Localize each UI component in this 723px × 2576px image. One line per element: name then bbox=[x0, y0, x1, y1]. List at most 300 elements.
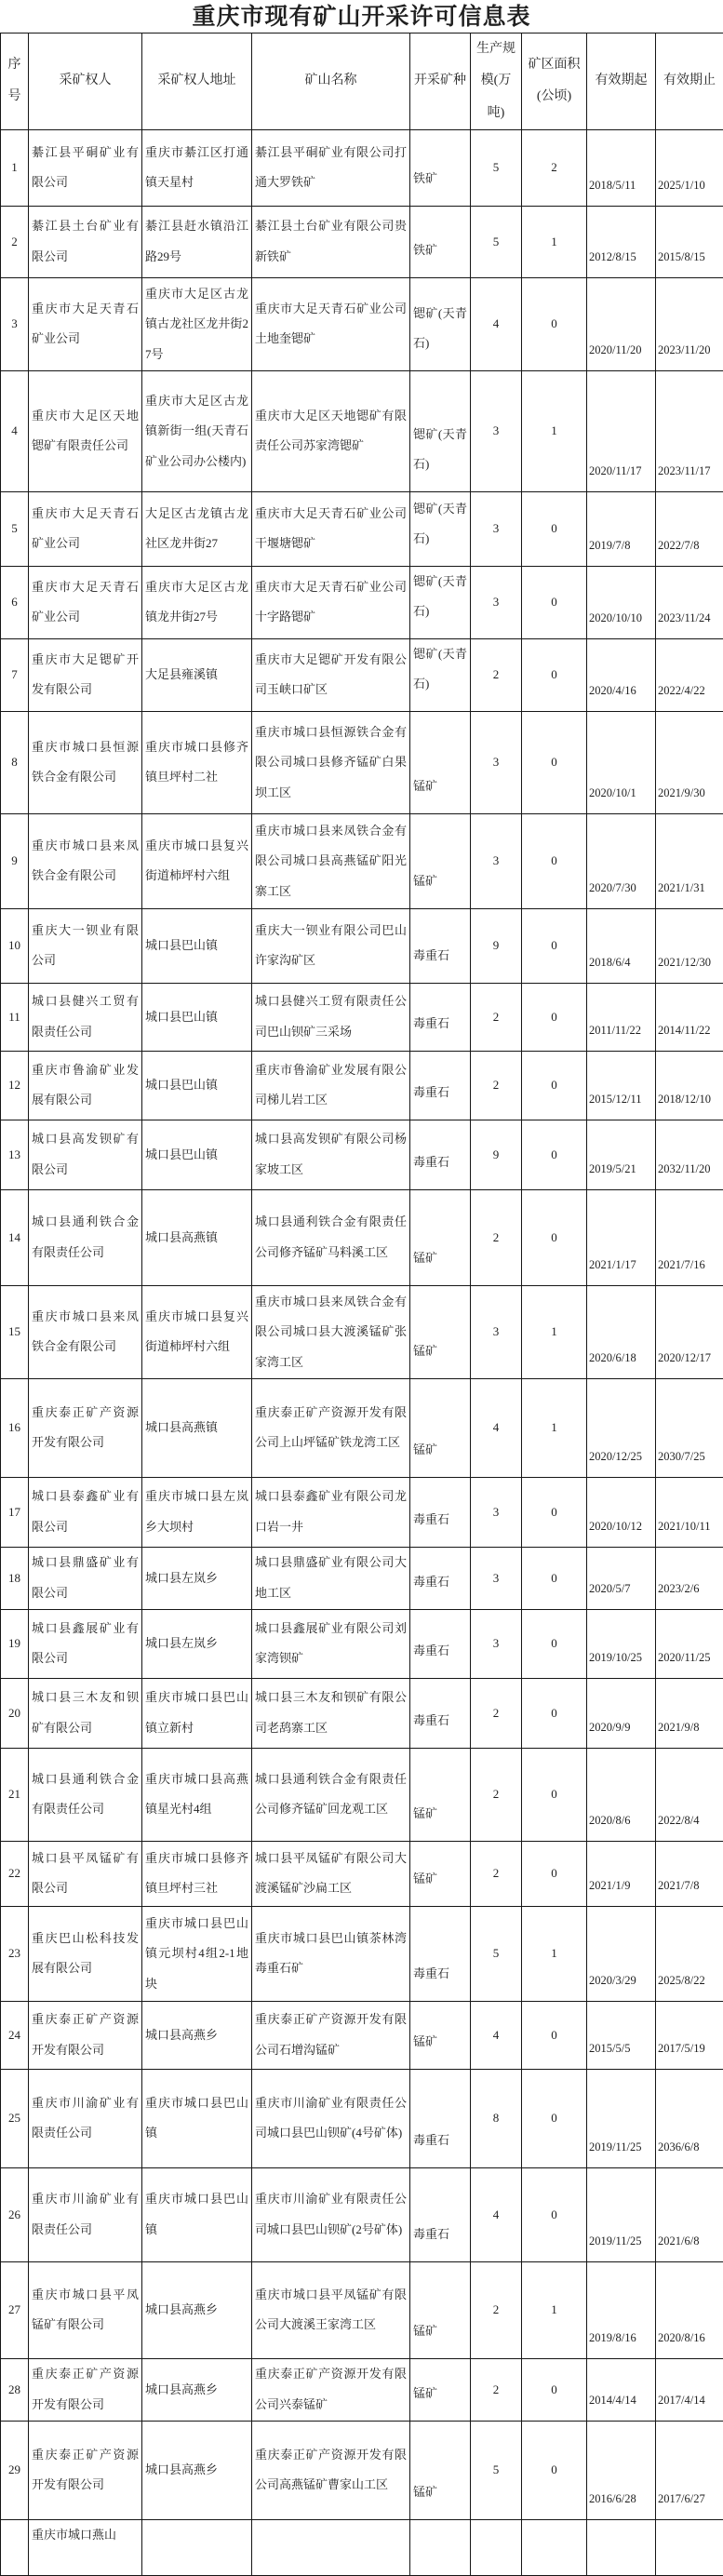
cell-valid-from: 2020/10/12 bbox=[587, 1477, 656, 1547]
cell-scale: 3 bbox=[471, 1285, 522, 1378]
cell-valid-from: 2020/3/29 bbox=[587, 1906, 656, 2001]
cell-seq: 18 bbox=[1, 1547, 29, 1609]
cell-mineral: 锰矿 bbox=[410, 813, 471, 908]
cell-area: 0 bbox=[522, 2421, 587, 2519]
table-row bbox=[1, 1189, 723, 1285]
cell-address: 重庆市城口县复兴街道柿坪村六组 bbox=[142, 813, 252, 908]
cell-address: 重庆市大足区古龙镇龙井街27号 bbox=[142, 566, 252, 638]
table-row bbox=[1, 206, 723, 277]
cell-address: 重庆市大足区古龙镇新街一组(天青石矿业公司办公楼内) bbox=[142, 370, 252, 491]
cell-valid-from: 2012/8/15 bbox=[587, 206, 656, 277]
cell-valid-to: 2017/4/14 bbox=[656, 2358, 723, 2421]
cell-scale: 2 bbox=[471, 638, 522, 711]
cell-owner: 重庆泰正矿产资源开发有限公司 bbox=[29, 2358, 142, 2421]
cell-seq: 28 bbox=[1, 2358, 29, 2421]
cell-valid-to: 2017/6/27 bbox=[656, 2421, 723, 2519]
cell-address: 城口县高燕镇 bbox=[142, 1378, 252, 1477]
cell-owner: 重庆市川渝矿业有限责任公司 bbox=[29, 2069, 142, 2167]
cell-seq: 8 bbox=[1, 711, 29, 813]
cell-mineral: 锰矿 bbox=[410, 1841, 471, 1906]
cell-valid-from: 2015/5/5 bbox=[587, 2001, 656, 2069]
cell-mine-name: 城口县高发钡矿有限公司杨家坡工区 bbox=[252, 1120, 410, 1189]
cell-valid-from: 2015/12/11 bbox=[587, 1051, 656, 1120]
cell-address: 重庆市城口县左岚乡大坝村 bbox=[142, 1477, 252, 1547]
cell-scale: 2 bbox=[471, 1748, 522, 1841]
cell-valid-from: 2021/1/17 bbox=[587, 1189, 656, 1285]
cell-seq: 6 bbox=[1, 566, 29, 638]
table-row bbox=[1, 566, 723, 638]
cell-mineral: 锶矿(天青石) bbox=[410, 370, 471, 491]
cell-address: 城口县左岚乡 bbox=[142, 1609, 252, 1678]
cell-owner: 重庆市大足锶矿开发有限公司 bbox=[29, 638, 142, 711]
cell-seq: 27 bbox=[1, 2261, 29, 2358]
cell-area: 0 bbox=[522, 566, 587, 638]
cell-mine-name bbox=[252, 2519, 410, 2575]
cell-valid-to: 2020/11/25 bbox=[656, 1609, 723, 1678]
cell-valid-from bbox=[587, 2519, 656, 2575]
cell-owner: 城口县通利铁合金有限责任公司 bbox=[29, 1189, 142, 1285]
cell-valid-to: 2017/5/19 bbox=[656, 2001, 723, 2069]
cell-seq: 23 bbox=[1, 1906, 29, 2001]
col-header-address: 采矿权人地址 bbox=[142, 34, 252, 130]
cell-scale: 4 bbox=[471, 2167, 522, 2261]
cell-mine-name: 重庆市大足天青石矿业公司十字路锶矿 bbox=[252, 566, 410, 638]
cell-area: 1 bbox=[522, 2261, 587, 2358]
cell-valid-to: 2021/7/16 bbox=[656, 1189, 723, 1285]
cell-owner: 重庆市城口燕山 bbox=[29, 2519, 142, 2575]
cell-scale: 5 bbox=[471, 1906, 522, 2001]
cell-valid-from: 2021/1/9 bbox=[587, 1841, 656, 1906]
cell-owner: 重庆泰正矿产资源开发有限公司 bbox=[29, 1378, 142, 1477]
table-row bbox=[1, 1285, 723, 1378]
cell-address: 城口县高燕乡 bbox=[142, 2001, 252, 2069]
cell-mine-name: 重庆泰正矿产资源开发有限公司上山坪锰矿铁龙湾工区 bbox=[252, 1378, 410, 1477]
cell-mine-name: 重庆泰正矿产资源开发有限公司高燕锰矿曹家山工区 bbox=[252, 2421, 410, 2519]
table-row bbox=[1, 2358, 723, 2421]
cell-area: 0 bbox=[522, 277, 587, 370]
cell-mine-name: 重庆大一钡业有限公司巴山许家沟矿区 bbox=[252, 908, 410, 983]
cell-valid-to: 2023/11/20 bbox=[656, 277, 723, 370]
cell-scale: 2 bbox=[471, 1841, 522, 1906]
cell-seq: 5 bbox=[1, 491, 29, 566]
cell-address: 重庆市城口县巴山镇 bbox=[142, 2069, 252, 2167]
cell-mineral bbox=[410, 2519, 471, 2575]
cell-owner: 重庆泰正矿产资源开发有限公司 bbox=[29, 2421, 142, 2519]
cell-area: 0 bbox=[522, 1051, 587, 1120]
cell-mine-name: 重庆市川渝矿业有限责任公司城口县巴山钡矿(4号矿体) bbox=[252, 2069, 410, 2167]
cell-mineral: 锰矿 bbox=[410, 1748, 471, 1841]
table-row bbox=[1, 370, 723, 491]
cell-mine-name: 重庆市大足天青石矿业公司土地奎锶矿 bbox=[252, 277, 410, 370]
cell-valid-from: 2014/4/14 bbox=[587, 2358, 656, 2421]
cell-address: 重庆市綦江区打通镇天星村 bbox=[142, 129, 252, 206]
cell-mineral: 锰矿 bbox=[410, 1378, 471, 1477]
cell-mine-name: 城口县平凤锰矿有限公司大渡溪锰矿沙扁工区 bbox=[252, 1841, 410, 1906]
cell-valid-from: 2019/10/25 bbox=[587, 1609, 656, 1678]
cell-owner: 重庆市城口县来凤铁合金有限公司 bbox=[29, 1285, 142, 1378]
cell-mine-name: 重庆泰正矿产资源开发有限公司兴泰锰矿 bbox=[252, 2358, 410, 2421]
table-row bbox=[1, 711, 723, 813]
cell-owner: 重庆市大足区天地锶矿有限责任公司 bbox=[29, 370, 142, 491]
cell-scale: 3 bbox=[471, 566, 522, 638]
cell-scale: 5 bbox=[471, 206, 522, 277]
cell-valid-from: 2016/6/28 bbox=[587, 2421, 656, 2519]
cell-valid-to: 2032/11/20 bbox=[656, 1120, 723, 1189]
cell-scale: 2 bbox=[471, 1051, 522, 1120]
cell-address: 城口县巴山镇 bbox=[142, 1120, 252, 1189]
cell-seq: 29 bbox=[1, 2421, 29, 2519]
cell-seq: 13 bbox=[1, 1120, 29, 1189]
cell-area: 0 bbox=[522, 908, 587, 983]
cell-area: 0 bbox=[522, 491, 587, 566]
cell-seq: 21 bbox=[1, 1748, 29, 1841]
cell-valid-to: 2023/11/24 bbox=[656, 566, 723, 638]
cell-mineral: 锶矿(天青石) bbox=[410, 566, 471, 638]
cell-owner: 城口县鑫展矿业有限公司 bbox=[29, 1609, 142, 1678]
table-row bbox=[1, 2167, 723, 2261]
cell-address: 城口县左岚乡 bbox=[142, 1547, 252, 1609]
cell-mine-name: 城口县鼎盛矿业有限公司大地工区 bbox=[252, 1547, 410, 1609]
cell-area: 0 bbox=[522, 813, 587, 908]
col-header-scale: 生产规模(万吨) bbox=[471, 34, 522, 130]
col-header-mineral: 开采矿种 bbox=[410, 34, 471, 130]
cell-address: 重庆市城口县复兴街道柿坪村六组 bbox=[142, 1285, 252, 1378]
table-row bbox=[1, 1477, 723, 1547]
col-header-seq: 序号 bbox=[1, 34, 29, 130]
cell-owner: 重庆大一钡业有限公司 bbox=[29, 908, 142, 983]
cell-address: 綦江县赶水镇沿江路29号 bbox=[142, 206, 252, 277]
table-row bbox=[1, 2001, 723, 2069]
table-row bbox=[1, 1841, 723, 1906]
cell-area: 0 bbox=[522, 1748, 587, 1841]
cell-address bbox=[142, 2519, 252, 2575]
cell-area: 1 bbox=[522, 1378, 587, 1477]
cell-mine-name: 重庆泰正矿产资源开发有限公司石增沟锰矿 bbox=[252, 2001, 410, 2069]
cell-valid-from: 2020/11/20 bbox=[587, 277, 656, 370]
document-page bbox=[0, 3, 723, 2576]
cell-mineral: 锰矿 bbox=[410, 711, 471, 813]
cell-seq: 9 bbox=[1, 813, 29, 908]
cell-area: 0 bbox=[522, 983, 587, 1051]
cell-address: 城口县高燕镇 bbox=[142, 1189, 252, 1285]
cell-valid-from: 2019/5/21 bbox=[587, 1120, 656, 1189]
cell-seq: 11 bbox=[1, 983, 29, 1051]
cell-valid-to: 2023/11/17 bbox=[656, 370, 723, 491]
cell-seq: 19 bbox=[1, 1609, 29, 1678]
cell-address: 重庆市城口县巴山镇 bbox=[142, 2167, 252, 2261]
cell-mine-name: 重庆市城口县平凤锰矿有限公司大渡溪王家湾工区 bbox=[252, 2261, 410, 2358]
cell-valid-to: 2021/10/11 bbox=[656, 1477, 723, 1547]
cell-valid-from: 2020/12/25 bbox=[587, 1378, 656, 1477]
cell-seq: 16 bbox=[1, 1378, 29, 1477]
cell-seq: 12 bbox=[1, 1051, 29, 1120]
cell-mine-name: 城口县通利铁合金有限责任公司修齐锰矿回龙观工区 bbox=[252, 1748, 410, 1841]
cell-owner: 綦江县土台矿业有限公司 bbox=[29, 206, 142, 277]
col-header-mine-name: 矿山名称 bbox=[252, 34, 410, 130]
cell-mineral: 毒重石 bbox=[410, 1547, 471, 1609]
cell-area: 1 bbox=[522, 1285, 587, 1378]
col-header-valid-from: 有效期起 bbox=[587, 34, 656, 130]
cell-mineral: 毒重石 bbox=[410, 1906, 471, 2001]
cell-valid-to: 2018/12/10 bbox=[656, 1051, 723, 1120]
cell-valid-from: 2020/11/17 bbox=[587, 370, 656, 491]
cell-area: 1 bbox=[522, 1906, 587, 2001]
cell-mineral: 毒重石 bbox=[410, 1477, 471, 1547]
cell-seq: 10 bbox=[1, 908, 29, 983]
cell-mineral: 毒重石 bbox=[410, 1678, 471, 1748]
cell-mine-name: 重庆市城口县恒源铁合金有限公司城口县修齐锰矿白果坝工区 bbox=[252, 711, 410, 813]
cell-owner: 重庆市大足天青石矿业公司 bbox=[29, 277, 142, 370]
cell-mine-name: 重庆市鲁渝矿业发展有限公司梯儿岩工区 bbox=[252, 1051, 410, 1120]
cell-scale: 8 bbox=[471, 2069, 522, 2167]
cell-owner: 重庆市城口县恒源铁合金有限公司 bbox=[29, 711, 142, 813]
cell-area: 1 bbox=[522, 206, 587, 277]
table-row bbox=[1, 1378, 723, 1477]
cell-mineral: 铁矿 bbox=[410, 206, 471, 277]
cell-valid-to: 2036/6/8 bbox=[656, 2069, 723, 2167]
cell-mineral: 毒重石 bbox=[410, 1120, 471, 1189]
cell-valid-to: 2021/6/8 bbox=[656, 2167, 723, 2261]
cell-address: 重庆市城口县修齐镇旦坪村二社 bbox=[142, 711, 252, 813]
table-row bbox=[1, 1120, 723, 1189]
cell-scale: 3 bbox=[471, 813, 522, 908]
cell-scale: 2 bbox=[471, 1678, 522, 1748]
cell-area: 0 bbox=[522, 1477, 587, 1547]
cell-valid-from: 2018/5/11 bbox=[587, 129, 656, 206]
cell-valid-to: 2022/8/4 bbox=[656, 1748, 723, 1841]
cell-mine-name: 城口县三木友和钡矿有限公司老鸹寨工区 bbox=[252, 1678, 410, 1748]
cell-valid-from: 2018/6/4 bbox=[587, 908, 656, 983]
cell-mineral: 锰矿 bbox=[410, 2358, 471, 2421]
cell-scale: 3 bbox=[471, 1609, 522, 1678]
cell-area: 0 bbox=[522, 1609, 587, 1678]
table-row-partial bbox=[1, 2519, 723, 2575]
cell-mineral: 毒重石 bbox=[410, 2167, 471, 2261]
cell-address: 重庆市大足区古龙镇古龙社区龙井街27号 bbox=[142, 277, 252, 370]
cell-mineral: 锰矿 bbox=[410, 1285, 471, 1378]
cell-valid-to: 2021/9/30 bbox=[656, 711, 723, 813]
cell-address: 城口县高燕乡 bbox=[142, 2421, 252, 2519]
cell-owner: 重庆市城口县平凤锰矿有限公司 bbox=[29, 2261, 142, 2358]
cell-area: 0 bbox=[522, 711, 587, 813]
cell-valid-to: 2021/7/8 bbox=[656, 1841, 723, 1906]
table-row bbox=[1, 2421, 723, 2519]
cell-seq: 25 bbox=[1, 2069, 29, 2167]
cell-address: 重庆市城口县巴山镇元坝村4组2-1地块 bbox=[142, 1906, 252, 2001]
cell-area: 0 bbox=[522, 638, 587, 711]
cell-scale: 2 bbox=[471, 983, 522, 1051]
table-body bbox=[1, 129, 723, 2575]
cell-valid-from: 2019/11/25 bbox=[587, 2069, 656, 2167]
cell-mineral: 锰矿 bbox=[410, 2421, 471, 2519]
cell-area: 0 bbox=[522, 2167, 587, 2261]
cell-mineral: 锶矿(天青石) bbox=[410, 491, 471, 566]
cell-mine-name: 城口县通利铁合金有限责任公司修齐锰矿马料溪工区 bbox=[252, 1189, 410, 1285]
cell-mineral: 毒重石 bbox=[410, 983, 471, 1051]
table-row bbox=[1, 638, 723, 711]
cell-mine-name: 重庆市城口县巴山镇茶林湾毒重石矿 bbox=[252, 1906, 410, 2001]
cell-area: 2 bbox=[522, 129, 587, 206]
cell-owner: 重庆巴山松科技发展有限公司 bbox=[29, 1906, 142, 2001]
cell-area: 0 bbox=[522, 1547, 587, 1609]
cell-mineral: 锰矿 bbox=[410, 2001, 471, 2069]
cell-scale bbox=[471, 2519, 522, 2575]
cell-address: 城口县巴山镇 bbox=[142, 1051, 252, 1120]
header-row bbox=[1, 34, 723, 130]
cell-seq: 7 bbox=[1, 638, 29, 711]
cell-seq: 3 bbox=[1, 277, 29, 370]
cell-valid-to: 2025/8/22 bbox=[656, 1906, 723, 2001]
cell-area: 0 bbox=[522, 1189, 587, 1285]
cell-scale: 2 bbox=[471, 1189, 522, 1285]
cell-area: 1 bbox=[522, 370, 587, 491]
cell-mineral: 铁矿 bbox=[410, 129, 471, 206]
table-header bbox=[1, 34, 723, 130]
cell-address: 城口县高燕乡 bbox=[142, 2358, 252, 2421]
col-header-valid-to: 有效期止 bbox=[656, 34, 723, 130]
cell-seq: 26 bbox=[1, 2167, 29, 2261]
cell-mineral: 毒重石 bbox=[410, 2069, 471, 2167]
table-row bbox=[1, 813, 723, 908]
cell-seq: 17 bbox=[1, 1477, 29, 1547]
cell-owner: 城口县平凤锰矿有限公司 bbox=[29, 1841, 142, 1906]
cell-scale: 3 bbox=[471, 1547, 522, 1609]
cell-scale: 5 bbox=[471, 129, 522, 206]
cell-address: 重庆市城口县高燕镇星光村4组 bbox=[142, 1748, 252, 1841]
cell-mine-name: 綦江县平硐矿业有限公司打通大罗铁矿 bbox=[252, 129, 410, 206]
cell-owner: 重庆市鲁渝矿业发展有限公司 bbox=[29, 1051, 142, 1120]
cell-valid-from: 2020/10/1 bbox=[587, 711, 656, 813]
mining-permit-table bbox=[0, 33, 723, 2576]
cell-seq: 14 bbox=[1, 1189, 29, 1285]
cell-valid-from: 2020/10/10 bbox=[587, 566, 656, 638]
cell-valid-to: 2014/11/22 bbox=[656, 983, 723, 1051]
table-row bbox=[1, 129, 723, 206]
cell-mineral: 毒重石 bbox=[410, 908, 471, 983]
cell-mine-name: 城口县鑫展矿业有限公司刘家湾钡矿 bbox=[252, 1609, 410, 1678]
cell-valid-from: 2020/6/18 bbox=[587, 1285, 656, 1378]
cell-owner: 重庆泰正矿产资源开发有限公司 bbox=[29, 2001, 142, 2069]
cell-valid-to: 2021/1/31 bbox=[656, 813, 723, 908]
cell-area bbox=[522, 2519, 587, 2575]
cell-mine-name: 重庆市城口县来凤铁合金有限公司城口县大渡溪锰矿张家湾工区 bbox=[252, 1285, 410, 1378]
cell-mineral: 锶矿(天青石) bbox=[410, 638, 471, 711]
table-row bbox=[1, 2069, 723, 2167]
table-row bbox=[1, 491, 723, 566]
cell-valid-to: 2020/8/16 bbox=[656, 2261, 723, 2358]
cell-mineral: 锶矿(天青石) bbox=[410, 277, 471, 370]
cell-scale: 3 bbox=[471, 370, 522, 491]
table-row bbox=[1, 2261, 723, 2358]
cell-scale: 4 bbox=[471, 277, 522, 370]
table-row bbox=[1, 277, 723, 370]
cell-owner: 城口县通利铁合金有限责任公司 bbox=[29, 1748, 142, 1841]
cell-valid-from: 2019/8/16 bbox=[587, 2261, 656, 2358]
cell-seq bbox=[1, 2519, 29, 2575]
cell-address: 重庆市城口县巴山镇立新村 bbox=[142, 1678, 252, 1748]
cell-scale: 3 bbox=[471, 1477, 522, 1547]
cell-mine-name: 重庆市城口县来凤铁合金有限公司城口县高燕锰矿阳光寨工区 bbox=[252, 813, 410, 908]
cell-valid-to bbox=[656, 2519, 723, 2575]
cell-valid-to: 2021/12/30 bbox=[656, 908, 723, 983]
cell-scale: 9 bbox=[471, 908, 522, 983]
cell-seq: 20 bbox=[1, 1678, 29, 1748]
cell-area: 0 bbox=[522, 1120, 587, 1189]
cell-valid-from: 2020/9/9 bbox=[587, 1678, 656, 1748]
cell-area: 0 bbox=[522, 2001, 587, 2069]
cell-mine-name: 城口县健兴工贸有限责任公司巴山钡矿三采场 bbox=[252, 983, 410, 1051]
cell-owner: 城口县健兴工贸有限责任公司 bbox=[29, 983, 142, 1051]
cell-mine-name: 城口县泰鑫矿业有限公司龙口岩一井 bbox=[252, 1477, 410, 1547]
cell-mineral: 毒重石 bbox=[410, 1609, 471, 1678]
cell-valid-from: 2011/11/22 bbox=[587, 983, 656, 1051]
cell-area: 0 bbox=[522, 2069, 587, 2167]
col-header-area: 矿区面积(公顷) bbox=[522, 34, 587, 130]
cell-valid-from: 2020/8/6 bbox=[587, 1748, 656, 1841]
cell-area: 0 bbox=[522, 1678, 587, 1748]
cell-seq: 24 bbox=[1, 2001, 29, 2069]
cell-address: 大足县雍溪镇 bbox=[142, 638, 252, 711]
cell-valid-from: 2020/5/7 bbox=[587, 1547, 656, 1609]
cell-owner: 重庆市川渝矿业有限责任公司 bbox=[29, 2167, 142, 2261]
cell-address: 城口县巴山镇 bbox=[142, 908, 252, 983]
cell-valid-to: 2023/2/6 bbox=[656, 1547, 723, 1609]
cell-valid-from: 2019/11/25 bbox=[587, 2167, 656, 2261]
cell-mineral: 锰矿 bbox=[410, 1189, 471, 1285]
cell-seq: 2 bbox=[1, 206, 29, 277]
cell-scale: 2 bbox=[471, 2261, 522, 2358]
cell-area: 0 bbox=[522, 1841, 587, 1906]
cell-address: 城口县巴山镇 bbox=[142, 983, 252, 1051]
table-row bbox=[1, 908, 723, 983]
cell-owner: 城口县鼎盛矿业有限公司 bbox=[29, 1547, 142, 1609]
cell-valid-to: 2015/8/15 bbox=[656, 206, 723, 277]
cell-address: 重庆市城口县修齐镇旦坪村三社 bbox=[142, 1841, 252, 1906]
cell-mine-name: 重庆市大足锶矿开发有限公司玉峡口矿区 bbox=[252, 638, 410, 711]
cell-mine-name: 重庆市大足天青石矿业公司干堰塘锶矿 bbox=[252, 491, 410, 566]
cell-scale: 2 bbox=[471, 2358, 522, 2421]
cell-scale: 9 bbox=[471, 1120, 522, 1189]
cell-mineral: 锰矿 bbox=[410, 2261, 471, 2358]
cell-seq: 1 bbox=[1, 129, 29, 206]
cell-address: 大足区古龙镇古龙社区龙井街27 bbox=[142, 491, 252, 566]
table-row bbox=[1, 1051, 723, 1120]
cell-mine-name: 重庆市大足区天地锶矿有限责任公司苏家湾锶矿 bbox=[252, 370, 410, 491]
table-row bbox=[1, 1748, 723, 1841]
cell-mineral: 毒重石 bbox=[410, 1051, 471, 1120]
table-row bbox=[1, 1547, 723, 1609]
cell-seq: 4 bbox=[1, 370, 29, 491]
table-row bbox=[1, 983, 723, 1051]
cell-owner: 重庆市大足天青石矿业公司 bbox=[29, 566, 142, 638]
cell-owner: 重庆市城口县来凤铁合金有限公司 bbox=[29, 813, 142, 908]
table-row bbox=[1, 1609, 723, 1678]
cell-scale: 3 bbox=[471, 711, 522, 813]
cell-valid-to: 2020/12/17 bbox=[656, 1285, 723, 1378]
cell-valid-from: 2019/7/8 bbox=[587, 491, 656, 566]
cell-valid-to: 2022/7/8 bbox=[656, 491, 723, 566]
cell-seq: 15 bbox=[1, 1285, 29, 1378]
cell-scale: 3 bbox=[471, 491, 522, 566]
cell-valid-from: 2020/4/16 bbox=[587, 638, 656, 711]
table-row bbox=[1, 1906, 723, 2001]
cell-valid-to: 2025/1/10 bbox=[656, 129, 723, 206]
cell-owner: 重庆市大足天青石矿业公司 bbox=[29, 491, 142, 566]
cell-owner: 城口县高发钡矿有限公司 bbox=[29, 1120, 142, 1189]
cell-scale: 5 bbox=[471, 2421, 522, 2519]
page-title: 重庆市现有矿山开采许可信息表 bbox=[0, 3, 723, 32]
cell-valid-from: 2020/7/30 bbox=[587, 813, 656, 908]
